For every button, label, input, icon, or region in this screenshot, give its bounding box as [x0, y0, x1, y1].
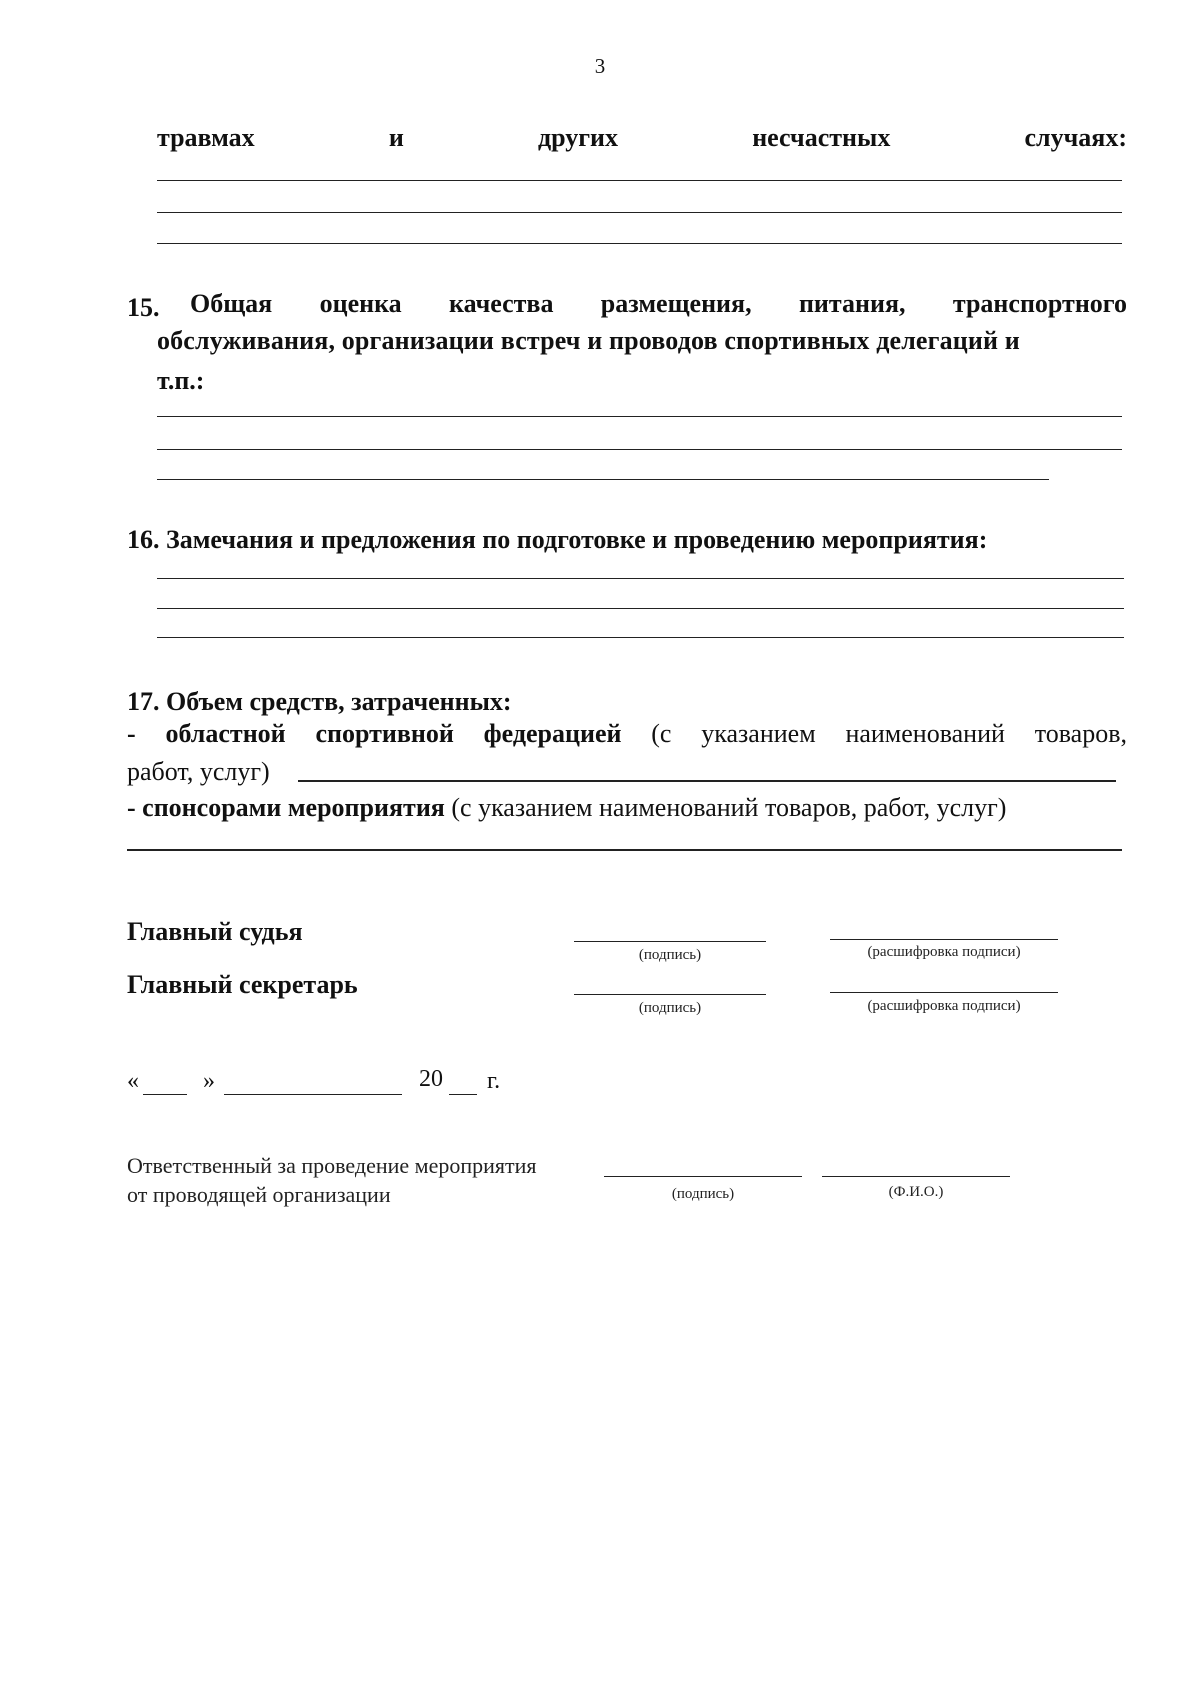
page-number: 3: [594, 54, 606, 78]
word: Общая: [190, 289, 273, 318]
close-quote: »: [203, 1068, 215, 1094]
item-17-federation-line: [127, 716, 1127, 752]
open-quote: «: [127, 1068, 139, 1094]
word: несчастных: [752, 123, 891, 152]
blank-line[interactable]: [157, 637, 1124, 638]
word: спортивной: [315, 719, 454, 748]
word: транспортного: [952, 289, 1127, 318]
sponsors-expenses-field[interactable]: [127, 849, 1122, 851]
responsible-line1: Ответственный за проведение мероприятия: [127, 1153, 537, 1178]
chief-judge-label: Главный судья: [127, 917, 303, 946]
word: областной: [165, 719, 286, 748]
injuries-line: [157, 120, 1127, 156]
blank-line[interactable]: [157, 180, 1122, 181]
decoding-caption: (расшифровка подписи): [867, 998, 1021, 1014]
signature-caption: (подпись): [638, 947, 702, 963]
item-17-federation-line2: работ, услуг): [127, 757, 270, 786]
blank-line[interactable]: [157, 578, 1124, 579]
chief-secretary-label: Главный секретарь: [127, 970, 358, 999]
chief-judge-signature-field[interactable]: [574, 941, 766, 942]
sponsors-label: - спонсорами мероприятия: [127, 793, 445, 822]
item-17-heading: 17. Объем средств, затраченных:: [127, 687, 512, 716]
word: -: [127, 719, 136, 748]
item-15-line1: [190, 286, 1127, 322]
chief-judge-decoding-field[interactable]: [830, 939, 1058, 940]
item-15-line2: обслуживания, организации встреч и проводов спортивных делегаций и: [157, 326, 1020, 355]
blank-line[interactable]: [157, 479, 1049, 480]
word: питания,: [798, 289, 906, 318]
item-15-line3: т.п.:: [157, 366, 205, 395]
year-prefix: 20: [419, 1066, 443, 1092]
word: качества: [449, 289, 554, 318]
word: федерацией: [483, 719, 622, 748]
responsible-signature-field[interactable]: [604, 1176, 802, 1177]
responsible-name-field[interactable]: [822, 1176, 1010, 1177]
responsible-line2: от проводящей организации: [127, 1182, 391, 1207]
responsible-signature-caption: (подпись): [671, 1186, 735, 1202]
year-field[interactable]: [449, 1094, 477, 1095]
word: (с: [651, 719, 672, 748]
word: наименований: [845, 719, 1005, 748]
word: других: [537, 123, 619, 152]
chief-secretary-signature-field[interactable]: [574, 994, 766, 995]
chief-secretary-decoding-field[interactable]: [830, 992, 1058, 993]
word: случаях:: [1024, 123, 1127, 152]
year-suffix: г.: [487, 1068, 501, 1094]
signature-caption: (подпись): [638, 1000, 702, 1016]
word: указанием: [701, 719, 816, 748]
federation-expenses-field[interactable]: [298, 780, 1116, 782]
day-field[interactable]: [143, 1094, 187, 1095]
date-line: [127, 1066, 527, 1100]
blank-line[interactable]: [157, 243, 1122, 244]
word: травмах: [157, 123, 255, 152]
item-16-text: 16. Замечания и предложения по подготовке и проведению мероприятия:: [127, 525, 988, 554]
word: оценка: [319, 289, 402, 318]
sponsors-note: (с указанием наименований товаров, работ, услуг): [444, 793, 1007, 822]
blank-line[interactable]: [157, 449, 1122, 450]
blank-line[interactable]: [157, 608, 1124, 609]
blank-line[interactable]: [157, 212, 1122, 213]
blank-line[interactable]: [157, 416, 1122, 417]
word: и: [388, 123, 404, 152]
decoding-caption: (расшифровка подписи): [867, 944, 1021, 960]
responsible-name-caption: (Ф.И.О.): [888, 1184, 944, 1200]
word: размещения,: [600, 289, 752, 318]
word: товаров,: [1034, 719, 1127, 748]
item-15-number: 15.: [127, 293, 160, 322]
item-17-sponsors-line: [127, 790, 1006, 826]
month-field[interactable]: [224, 1094, 402, 1095]
